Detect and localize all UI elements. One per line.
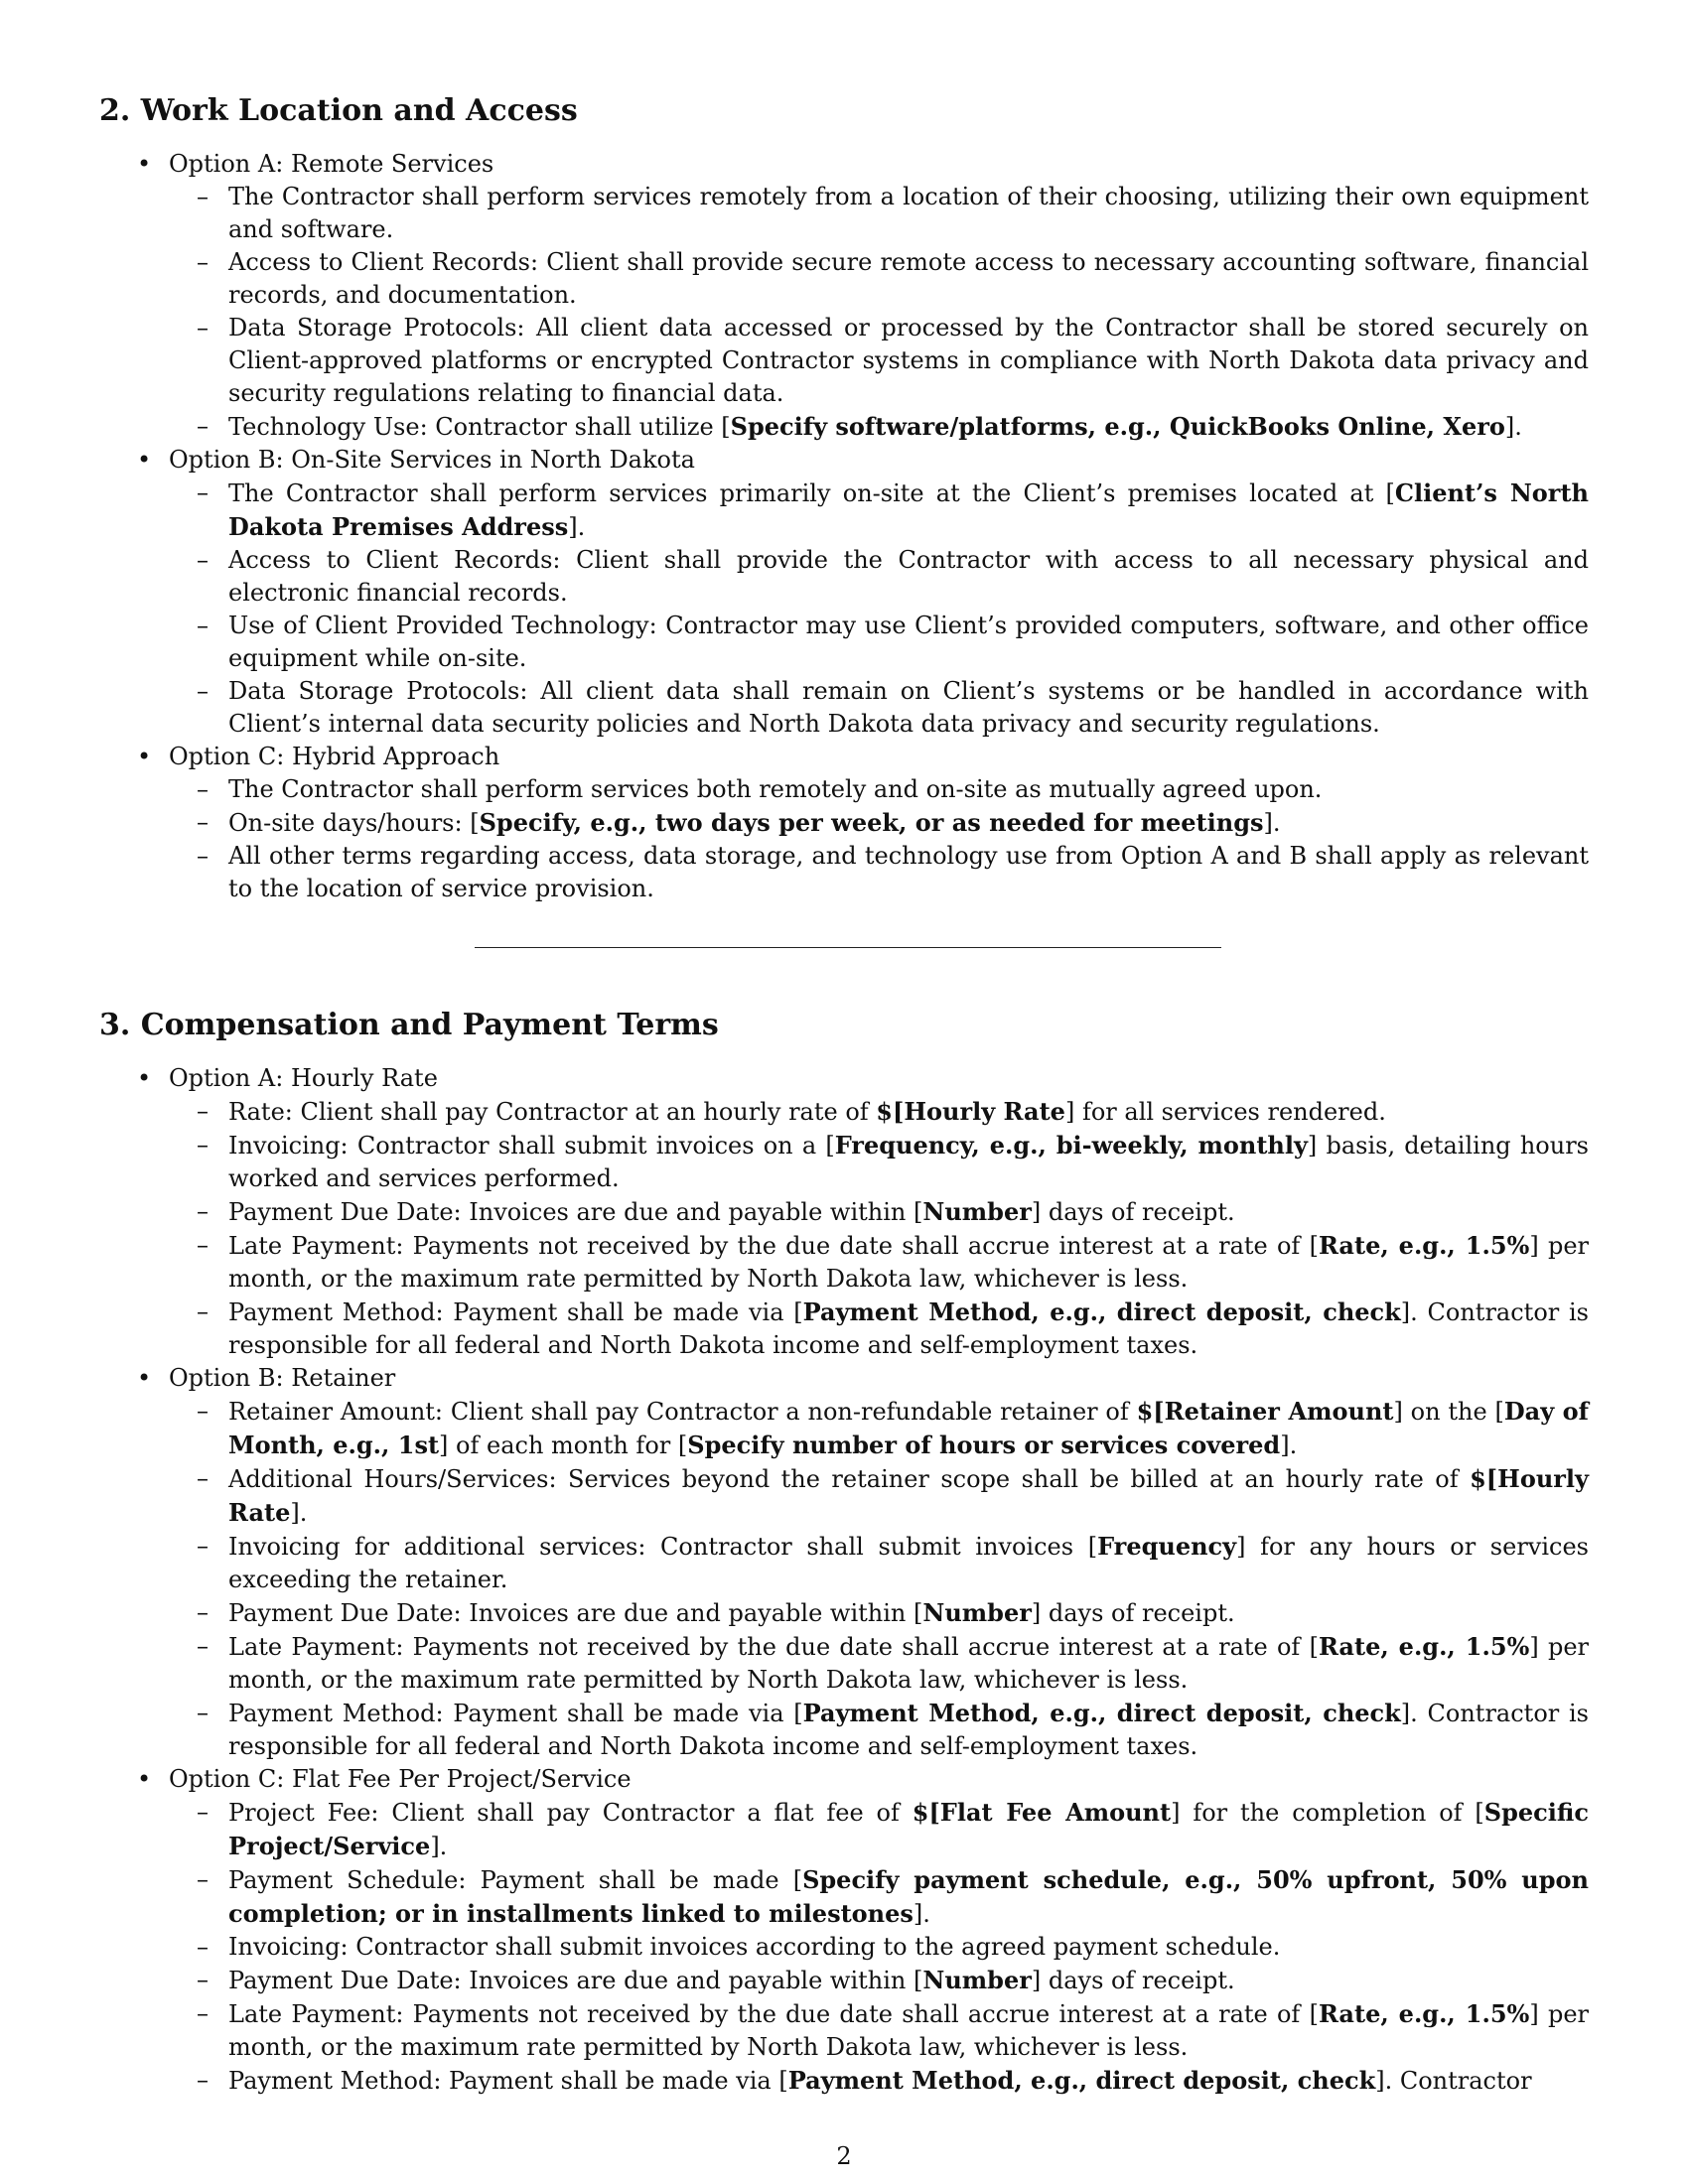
clause-text: ]. Contractor [1375,2067,1532,2095]
clause-item [169,1964,1589,1997]
dash-icon: – [197,1598,209,1626]
placeholder-text: Day of Month, e.g., 1st [228,1397,1589,1459]
clause-text: Payment Due Date: Invoices are due and payable within [ [228,1967,923,1994]
placeholder-text: Number [922,1598,1032,1627]
dash-icon: – [197,612,209,639]
clause-text: Payment Method: Payment shall be made via [ [228,1298,803,1326]
clause-text: The Contractor shall perform services remotely from a location of their choosing, utilizing their own equipment and software. [228,183,1589,243]
clause-text: ] basis, detailing hours worked and services performed. [228,1132,1589,1192]
placeholder-text: Specify, e.g., two days per week, or as needed for meetings [479,808,1264,837]
clause-item [169,1863,1589,1931]
clause-text: ]. [568,513,586,541]
clause-text: ] for the completion of [ [1171,1799,1484,1827]
clause-text: ] days of receipt. [1031,1967,1235,1994]
clause-item [169,1630,1589,1697]
dash-icon: – [197,1131,209,1159]
clause-text: ]. [1504,413,1522,441]
section-compensation [99,1006,1589,2098]
clause-item [169,1697,1589,1763]
clause-text: Technology Use: Contractor shall utilize [ [228,413,731,441]
clause-text: Access to Client Records: Client shall provide secure remote access to necessary accounting software, financial records, and documentation. [228,248,1589,309]
clause-item [169,610,1589,675]
placeholder-text: Specify payment schedule, e.g., 50% upfront, 50% upon completion; or in installments linked to milestones [228,1865,1589,1928]
clause-text: ] days of receipt. [1031,1599,1235,1627]
option-label: Option B: Retainer [169,1364,396,1392]
dash-icon: – [197,248,209,276]
clause-text: Data Storage Protocols: All client data accessed or processed by the Contractor shall be stored securely on Client-approved platforms or encrypted Contractor systems in compliance with North Dakota data privacy and security regulations relating to financial data. [228,314,1589,407]
bullet-icon: • [137,1765,152,1793]
clause-item [169,1095,1589,1129]
bullet-icon: • [137,1064,152,1092]
clause-text: ] of each month for [ [439,1432,688,1459]
dash-icon: – [197,2066,209,2094]
clause-list [169,1796,1589,2098]
clause-item [169,181,1589,246]
placeholder-text: Number [922,1197,1032,1226]
clause-item [169,1997,1589,2064]
dash-icon: – [197,1999,209,2027]
dash-icon: – [197,1966,209,1993]
bullet-icon: • [137,743,152,770]
clause-text: Payment Method: Payment shall be made via [ [228,2067,788,2095]
page-number: 2 [836,2142,852,2170]
dash-icon: – [197,1297,209,1325]
clause-text: Late Payment: Payments not received by the due date shall accrue interest at a rate of [ [228,1633,1319,1661]
dash-icon: – [197,808,209,836]
clause-text: ]. Contractor is responsible for all federal and North Dakota income and self-employment taxes. [228,1700,1589,1760]
placeholder-text: Frequency [1097,1532,1237,1561]
placeholder-text: Payment Method, e.g., direct deposit, check [787,2066,1376,2095]
dash-icon: – [197,478,209,506]
clause-text: ]. [1280,1432,1298,1459]
clause-item [169,1195,1589,1229]
placeholder-text: Rate, e.g., 1.5% [1318,1999,1530,2028]
clause-item [169,806,1589,840]
clause-item [169,477,1589,544]
clause-text: ] per month, or the maximum rate permitted by North Dakota law, whichever is less. [228,1633,1589,1694]
option-label: Option B: On-Site Services in North Dakota [169,446,695,474]
section-work-location [99,91,1589,905]
placeholder-text: Client’s North Dakota Premises Address [228,478,1589,541]
option-item [99,148,1589,444]
clause-item [169,1530,1589,1596]
dash-icon: – [197,1632,209,1660]
clause-item [169,246,1589,312]
clause-item [169,1462,1589,1530]
option-label: Option C: Flat Fee Per Project/Service [169,1765,632,1793]
placeholder-text: Frequency, e.g., bi-weekly, monthly [834,1131,1308,1160]
section-heading: 2. Work Location and Access [99,93,578,128]
clause-list [169,477,1589,741]
placeholder-text: $[Flat Fee Amount [912,1798,1172,1827]
clause-text: Payment Method: Payment shall be made via [ [228,1700,803,1727]
clause-item [169,840,1589,905]
clause-text: Project Fee: Client shall pay Contractor a flat fee of [228,1799,913,1827]
clause-text: The Contractor shall perform services both remotely and on-site as mutually agreed upon. [228,775,1323,803]
clause-item [169,1229,1589,1296]
clause-text: ]. [430,1833,448,1860]
clause-list [169,1095,1589,1362]
clause-text: Invoicing: Contractor shall submit invoices according to the agreed payment schedule. [228,1933,1281,1961]
option-label: Option C: Hybrid Approach [169,743,500,770]
clause-text: ] per month, or the maximum rate permitted by North Dakota law, whichever is less. [228,1232,1589,1293]
dash-icon: – [197,1231,209,1259]
dash-icon: – [197,775,209,803]
document-page [99,91,1589,2098]
clause-text: Data Storage Protocols: All client data shall remain on Client’s systems or be handled in accordance with Client’s internal data security policies and North Dakota data privacy and security regulations. [228,677,1589,738]
clause-text: Late Payment: Payments not received by the due date shall accrue interest at a rate of [ [228,1232,1319,1260]
clause-text: Use of Client Provided Technology: Contractor may use Client’s provided computers, software, and other office equipment while on-site. [228,612,1589,672]
dash-icon: – [197,1798,209,1826]
placeholder-text: Payment Method, e.g., direct deposit, check [802,1297,1401,1326]
clause-item [169,1296,1589,1362]
clause-text: Payment Schedule: Payment shall be made [ [228,1866,803,1894]
clause-text: ] per month, or the maximum rate permitted by North Dakota law, whichever is less. [228,2000,1589,2061]
clause-text: ] on the [ [1393,1398,1504,1426]
clause-text: Retainer Amount: Client shall pay Contractor a non-refundable retainer of [228,1398,1137,1426]
placeholder-text: Rate, e.g., 1.5% [1318,1632,1530,1661]
option-label: Option A: Hourly Rate [169,1064,438,1092]
placeholder-text: Specify software/platforms, e.g., QuickBooks Online, Xero [730,412,1505,441]
dash-icon: – [197,183,209,210]
option-item [99,1362,1589,1763]
placeholder-text: Specify number of hours or services covered [687,1431,1281,1459]
clause-text: The Contractor shall perform services primarily on-site at the Client’s premises located at [ [228,479,1395,507]
section-heading: 3. Compensation and Payment Terms [99,1008,719,1042]
dash-icon: – [197,546,209,574]
clause-list [169,773,1589,905]
clause-item [169,675,1589,741]
clause-text: ]. [290,1499,308,1527]
option-item [99,1763,1589,2098]
clause-item [169,773,1589,806]
dash-icon: – [197,314,209,341]
dash-icon: – [197,412,209,440]
placeholder-text: $[Hourly Rate [228,1464,1589,1527]
dash-icon: – [197,1397,209,1425]
clause-text: Invoicing for additional services: Contractor shall submit invoices [ [228,1533,1098,1561]
bullet-icon: • [137,446,152,474]
clause-item [169,544,1589,610]
placeholder-text: $[Hourly Rate [876,1097,1065,1126]
clause-list [169,181,1589,444]
horizontal-rule [475,947,1221,948]
bullet-icon: • [137,150,152,178]
placeholder-text: Number [922,1966,1032,1994]
bullet-icon: • [137,1364,152,1392]
clause-text: ]. [913,1900,930,1928]
clause-text: ] for any hours or services exceeding the retainer. [228,1533,1589,1593]
dash-icon: – [197,677,209,705]
clause-text: Late Payment: Payments not received by the due date shall accrue interest at a rate of [ [228,2000,1319,2028]
dash-icon: – [197,1933,209,1961]
clause-text: Rate: Client shall pay Contractor at an hourly rate of [228,1098,877,1126]
clause-text: Additional Hours/Services: Services beyond the retainer scope shall be billed at an hourly rate of [228,1465,1471,1493]
clause-item [169,1395,1589,1462]
dash-icon: – [197,1699,209,1726]
dash-icon: – [197,1197,209,1225]
clause-item [169,2064,1589,2098]
dash-icon: – [197,1097,209,1125]
option-item [99,1062,1589,1362]
clause-item [169,1796,1589,1863]
clause-text: Payment Due Date: Invoices are due and payable within [ [228,1599,923,1627]
clause-item [169,410,1589,444]
placeholder-text: Rate, e.g., 1.5% [1318,1231,1530,1260]
option-list [99,148,1589,905]
placeholder-text: Payment Method, e.g., direct deposit, check [802,1699,1401,1727]
clause-text: On-site days/hours: [ [228,809,480,837]
placeholder-text: $[Retainer Amount [1136,1397,1394,1426]
clause-text: ]. [1263,809,1281,837]
dash-icon: – [197,1532,209,1560]
dash-icon: – [197,1464,209,1492]
clause-text: Invoicing: Contractor shall submit invoices on a [ [228,1132,835,1160]
clause-text: Access to Client Records: Client shall provide the Contractor with access to all necessary physical and electronic financial records. [228,546,1589,607]
clause-text: Payment Due Date: Invoices are due and payable within [ [228,1198,923,1226]
option-label: Option A: Remote Services [169,150,494,178]
option-list [99,1062,1589,2098]
clause-item [169,1931,1589,1964]
clause-text: All other terms regarding access, data storage, and technology use from Option A and B shall apply as relevant to the location of service provision. [228,842,1589,902]
clause-list [169,1395,1589,1763]
clause-text: ] days of receipt. [1031,1198,1235,1226]
dash-icon: – [197,1865,209,1893]
clause-item [169,312,1589,410]
clause-text: ]. Contractor is responsible for all federal and North Dakota income and self-employment taxes. [228,1298,1589,1359]
dash-icon: – [197,842,209,870]
option-item [99,741,1589,905]
option-item [99,444,1589,741]
clause-item [169,1129,1589,1195]
placeholder-text: Specific Project/Service [228,1798,1589,1860]
clause-text: ] for all services rendered. [1064,1098,1386,1126]
clause-item [169,1596,1589,1630]
